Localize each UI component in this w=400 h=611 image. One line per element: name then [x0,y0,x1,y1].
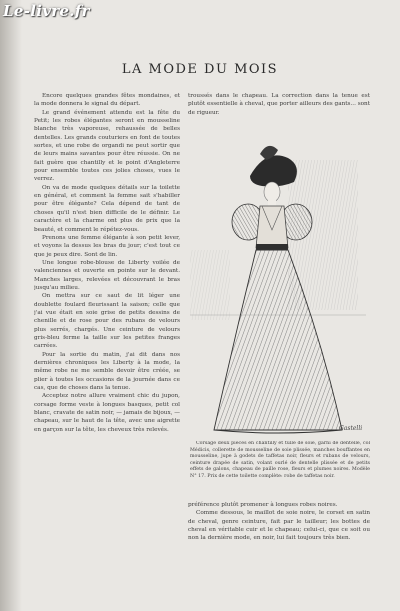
article-title: LA MODE DU MOIS [121,62,279,77]
paragraph: Encore quelques grandes fêtes mondaines, et la mode donnera le signal du départ. [34,93,180,108]
left-column [34,92,180,592]
paragraph: Acceptez notre allure vraiment chic du jupon, corsage forme veste à longues basques, petit col blanc, cravate de satin noir, — jamais de bijoux, — chapeau, sur le haut de la tête, avec une aigrette en garçon sur la tête, les cheveux très relevés. [34,393,180,433]
watermark: Le-livre.fr [3,2,90,20]
illustration-caption [190,441,370,497]
illustrator-signature: Gastelli [339,425,363,432]
paragraph: Prenons une femme élégante à son petit lever, et voyons la dessus les bras du jour; c'est tout ce que je peux dire. Sont de lin. [34,234,180,258]
paragraph: préférence plutôt promener à longues robes noires. [188,502,338,508]
caption-text: Corsage deux pièces en chantilly et tulle de soie, garni de dentelle, col Médicis, collerette de mousseline de soie plissée, manches bouffantes en mousseline, jupe à godets de taffetas noir, fleurs et rubans de velours, ceinture drapée de satin, volant ourlé de dentelle plissée et de petits effets de galons, chapeau de paille rose, fleurs et plumes noires. Modèle N° 17. Prix de cette toilette complète: robe de taffetas noir. [190,441,370,479]
paragraph: Une longue robe-blouse de Liberty voilée de valenciennes et ouverte en pointe sur le devant. Manches larges, relevées et découvrant le bras jusqu'au milieu. [34,259,180,291]
fashion-illustration [190,140,366,440]
right-column-bottom [188,501,370,601]
binding-shadow [0,0,22,611]
paragraph: Comme dessous, le maillot de soie noire, le corset en satin de cheval, genre ceinture, fait par le tailleur; les bottes de cheval en véritable cuir et le chapeau; celui-ci, que ce soit ou non la dernière mode, en noir, lui fait toujours très bien. [188,510,370,542]
paragraph: On va de mode quelques détails sur la toilette en général, et comment la femme sait s'habiller pour être élégante? Cela dépend de tant de choses qu'il n'est bien difficile de le définir. Le caractère et la charme ont plus de prix que la beauté, et comment le répétez-vous. [34,184,180,233]
paragraph: On mettra sur ce saut de lit léger une doublette foulard fleurissant la saison; celle que j'ai vue était en soie grise de petits dessins de chenille et de rose pour des rubans de velours plus serrés, chargés. Une ceinture de velours gris-bleu ferme la taille sur les petites franges carrées. [34,293,180,350]
paragraph: Pour la sortie du matin, j'ai dit dans nos dernières chroniques les Liberty à la mode, la même robe ne me semble devoir être créée, se plier à toutes les occasions de la journée dans ce cas, que de choses dans la tenue. [34,351,180,392]
right-column-top [188,92,370,122]
paragraph: Le grand événement attendu est la fête du Petit; les robes élégantes seront en mousseline blanche très vaporeuse, rehaussée de belles dentelles. Les grands couturiers en font de toutes sortes, et une robe de organdi ne peut sortir que de leurs mains savantes pour être réussie. On ne fait guère que chantilly et le point d'Angleterre pour ensemble toutes ces jolies choses, vues le verrez. [34,109,180,183]
paragraph: troussés dans le chapeau. La correction dans la tenue est plutôt essentielle à cheval, que porter ailleurs des gants... sont de rigueur. [188,93,370,116]
